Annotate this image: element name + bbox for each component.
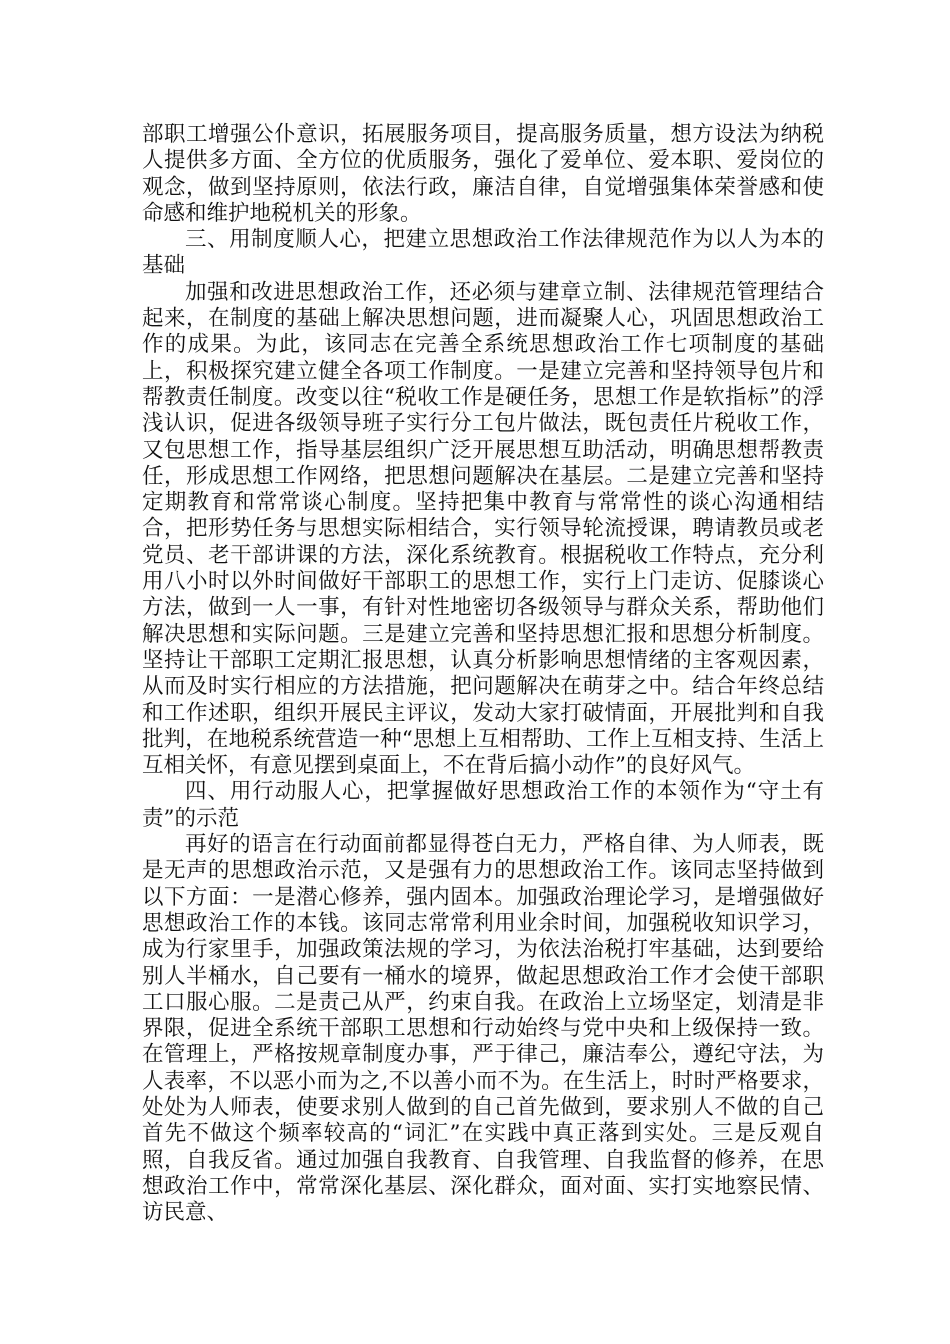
paragraph-section-four: 再好的语言在行动面前都显得苍白无力，严格自律、为人师表，既是无声的思想政治示范，又是强有力的思想政治工作。该同志坚持做到以下方面：一是潜心修养，强内固本。加强政治理论学习，是增强做好思想政治工作的本钱。该同志常常利用业余时间，加强税收知识学习，成为行家里手，加强政策法规的学习，为依法治税打牢基础，达到要给别人半桶水，自己要有一桶水的境界，做起思想政治工作才会使干部职工口服心服。二是责己从严，约束自我。在政治上立场坚定，划清是非界限，促进全系统干部职工思想和行动始终与党中央和上级保持一致。在管理上，严格按规章制度办事，严于律己，廉洁奉公，遵纪守法，为人表率，不以恶小而为之,不以善小而不为。在生活上，时时严格要求，处处为人师表，使要求别人做到的自己首先做到，要求别人不做的自己首先不做这个频率较高的“词汇”在实践中真正落到实处。三是反观自照，自我反省。通过加强自我教育、自我管理、自我监督的修养，在思想政治工作中，常常深化基层、深化群众，面对面、实打实地察民情、访民意、 [142,832,824,1226]
section-heading-four: 四、用行动服人心，把掌握做好思想政治工作的本领作为“守土有责”的示范 [142,779,824,831]
section-heading-three: 三、用制度顺人心，把建立思想政治工作法律规范作为以人为本的基础 [142,227,824,279]
document-body [142,122,824,1226]
paragraph-section-three: 加强和改进思想政治工作，还必须与建章立制、法律规范管理结合起来，在制度的基础上解决思想问题，进而凝聚人心，巩固思想政治工作的成果。为此，该同志在完善全系统思想政治工作七项制度的基础上，积极探究建立健全各项工作制度。一是建立完善和坚持领导包片和帮教责任制度。改变以往“税收工作是硬任务，思想工作是软指标”的浮浅认识，促进各级领导班子实行分工包片做法，既包责任片税收工作，又包思想工作，指导基层组织广泛开展思想互助活动，明确思想帮教责任，形成思想工作网络，把思想问题解决在基层。二是建立完善和坚持定期教育和常常谈心制度。坚持把集中教育与常常性的谈心沟通相结合，把形势任务与思想实际相结合，实行领导轮流授课，聘请教员或老党员、老干部讲课的方法，深化系统教育。根据税收工作特点，充分利用八小时以外时间做好干部职工的思想工作，实行上门走访、促膝谈心方法，做到一人一事，有针对性地密切各级领导与群众关系，帮助他们解决思想和实际问题。三是建立完善和坚持思想汇报和思想分析制度。坚持让干部职工定期汇报思想，认真分析影响思想情绪的主客观因素，从而及时实行相应的方法措施，把问题解决在萌芽之中。结合年终总结和工作述职，组织开展民主评议，发动大家打破情面，开展批判和自我批判，在地税系统营造一种“思想上互相帮助、工作上互相支持、生活上互相关怀，有意见摆到桌面上，不在背后搞小动作”的良好风气。 [142,279,824,779]
paragraph-continued: 部职工增强公仆意识，拓展服务项目，提高服务质量，想方设法为纳税人提供多方面、全方位的优质服务，强化了爱单位、爱本职、爱岗位的观念，做到坚持原则，依法行政，廉洁自律，自觉增强集体荣誉感和使命感和维护地税机关的形象。 [142,122,824,226]
